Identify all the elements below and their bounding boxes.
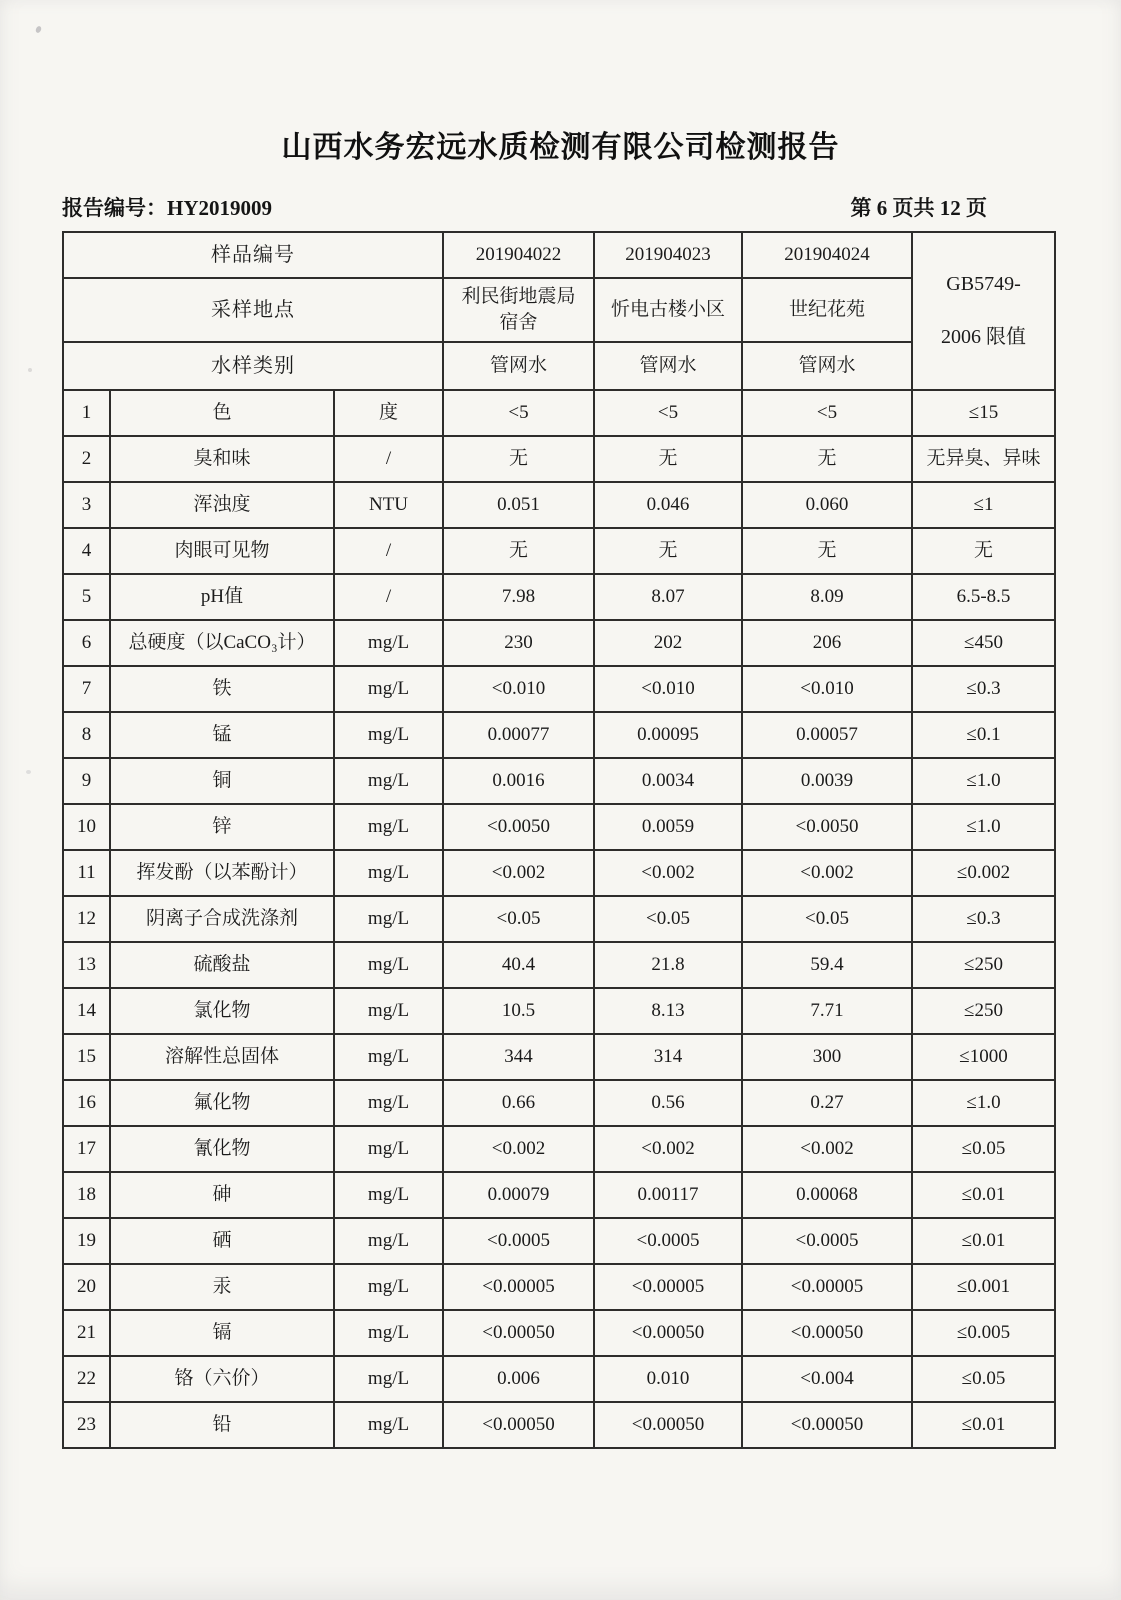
limit-value-cell: ≤0.002	[912, 850, 1055, 896]
sample2-value-cell: 0.56	[594, 1080, 742, 1126]
sample3-value-cell: <0.05	[742, 896, 912, 942]
sample3-value-cell: <0.010	[742, 666, 912, 712]
row-number-cell: 15	[63, 1034, 110, 1080]
unit-cell: mg/L	[334, 804, 443, 850]
unit-cell: /	[334, 528, 443, 574]
unit-cell: mg/L	[334, 1080, 443, 1126]
row-number-cell: 4	[63, 528, 110, 574]
unit-cell: mg/L	[334, 1264, 443, 1310]
unit-cell: mg/L	[334, 1034, 443, 1080]
unit-cell: mg/L	[334, 712, 443, 758]
row-number-cell: 11	[63, 850, 110, 896]
table-header-section	[63, 232, 1055, 390]
limit-value-cell: ≤1	[912, 482, 1055, 528]
unit-cell: mg/L	[334, 1402, 443, 1448]
sample2-value-cell: 0.00095	[594, 712, 742, 758]
report-number	[62, 192, 272, 222]
water-type-cell: 管网水	[742, 342, 912, 390]
sample1-value-cell: 0.051	[443, 482, 594, 528]
table-row	[63, 620, 1055, 666]
sample3-value-cell: 0.00057	[742, 712, 912, 758]
sample3-value-cell: 8.09	[742, 574, 912, 620]
sample1-value-cell: <0.05	[443, 896, 594, 942]
parameter-name-cell: 硒	[110, 1218, 334, 1264]
parameter-name-cell: 总硬度（以CaCO₃计）	[110, 620, 334, 666]
sample3-value-cell: <0.002	[742, 850, 912, 896]
limit-value-cell: 无	[912, 528, 1055, 574]
parameter-name-cell: 锌	[110, 804, 334, 850]
report-number-value: HY2019009	[167, 196, 272, 220]
header-row-sample-id	[63, 232, 1055, 278]
row-number-cell: 20	[63, 1264, 110, 1310]
row-number-cell: 16	[63, 1080, 110, 1126]
parameter-name-cell: 挥发酚（以苯酚计）	[110, 850, 334, 896]
table-row	[63, 1310, 1055, 1356]
parameter-name-cell: 汞	[110, 1264, 334, 1310]
sample3-value-cell: <0.004	[742, 1356, 912, 1402]
parameter-name-cell: 铬（六价）	[110, 1356, 334, 1402]
limit-value-cell: ≤0.3	[912, 896, 1055, 942]
parameter-name-cell: 肉眼可见物	[110, 528, 334, 574]
sample-id-label-cell: 样品编号	[63, 232, 443, 278]
sample3-value-cell: 59.4	[742, 942, 912, 988]
page-indicator: 第 6 页共 12 页	[850, 196, 987, 220]
sample1-value-cell: 344	[443, 1034, 594, 1080]
report-meta-row	[62, 192, 987, 222]
unit-cell: mg/L	[334, 988, 443, 1034]
location-cell	[443, 278, 594, 342]
table-row	[63, 390, 1055, 436]
water-type-label-cell: 水样类别	[63, 342, 443, 390]
table-row	[63, 436, 1055, 482]
parameter-name-cell: 铁	[110, 666, 334, 712]
header-row-location	[63, 278, 1055, 342]
scan-speck	[28, 368, 32, 372]
sample3-value-cell: <0.0050	[742, 804, 912, 850]
sample3-value-cell: 7.71	[742, 988, 912, 1034]
unit-cell: mg/L	[334, 1126, 443, 1172]
sample1-value-cell: <0.002	[443, 1126, 594, 1172]
sample2-value-cell: <0.00050	[594, 1310, 742, 1356]
limit-value-cell: ≤0.005	[912, 1310, 1055, 1356]
parameter-name-cell: 臭和味	[110, 436, 334, 482]
sample1-value-cell: <0.0005	[443, 1218, 594, 1264]
sample2-value-cell: <0.0005	[594, 1218, 742, 1264]
table-row	[63, 1034, 1055, 1080]
limit-value-cell: ≤0.01	[912, 1172, 1055, 1218]
limit-value-cell: ≤1.0	[912, 758, 1055, 804]
row-number-cell: 22	[63, 1356, 110, 1402]
sample3-value-cell: 无	[742, 528, 912, 574]
limit-value-cell: 6.5-8.5	[912, 574, 1055, 620]
sample1-value-cell: 0.006	[443, 1356, 594, 1402]
sample2-value-cell: 0.0034	[594, 758, 742, 804]
row-number-cell: 6	[63, 620, 110, 666]
header-row-water-type	[63, 342, 1055, 390]
table-row	[63, 1172, 1055, 1218]
limit-value-cell: ≤0.01	[912, 1218, 1055, 1264]
parameter-name-cell: 镉	[110, 1310, 334, 1356]
location-text: 忻电古楼小区	[611, 299, 726, 321]
parameter-name-cell: 氰化物	[110, 1126, 334, 1172]
sample3-value-cell: <0.0005	[742, 1218, 912, 1264]
sample2-value-cell: 无	[594, 436, 742, 482]
unit-cell: NTU	[334, 482, 443, 528]
sample2-value-cell: 0.00117	[594, 1172, 742, 1218]
sample1-value-cell: 10.5	[443, 988, 594, 1034]
sample1-value-cell: 40.4	[443, 942, 594, 988]
table-row	[63, 1126, 1055, 1172]
sample2-value-cell: 314	[594, 1034, 742, 1080]
sample1-value-cell: <0.0050	[443, 804, 594, 850]
table-row	[63, 1218, 1055, 1264]
parameter-name-cell: 硫酸盐	[110, 942, 334, 988]
row-number-cell: 8	[63, 712, 110, 758]
parameter-name-cell: 浑浊度	[110, 482, 334, 528]
sample3-value-cell: 206	[742, 620, 912, 666]
sample3-value-cell: <0.00050	[742, 1402, 912, 1448]
sample2-value-cell: <0.00050	[594, 1402, 742, 1448]
parameter-name-cell: 氟化物	[110, 1080, 334, 1126]
sample3-value-cell: 无	[742, 436, 912, 482]
sample3-value-cell: <0.002	[742, 1126, 912, 1172]
limit-value-cell: ≤0.1	[912, 712, 1055, 758]
sample3-value-cell: 300	[742, 1034, 912, 1080]
sample2-value-cell: <0.00005	[594, 1264, 742, 1310]
location-text: 利民街地震局宿舍	[461, 286, 576, 333]
limit-header-stack	[917, 272, 1050, 350]
parameter-name-cell: 阴离子合成洗涤剂	[110, 896, 334, 942]
row-number-cell: 14	[63, 988, 110, 1034]
parameter-name-cell: pH值	[110, 574, 334, 620]
sample2-value-cell: 0.0059	[594, 804, 742, 850]
location-text: 世纪花苑	[789, 299, 866, 321]
table-row	[63, 942, 1055, 988]
limit-value-cell: ≤1.0	[912, 804, 1055, 850]
limit-value-cell: ≤250	[912, 942, 1055, 988]
table-row	[63, 666, 1055, 712]
row-number-cell: 13	[63, 942, 110, 988]
limit-value-cell: ≤0.01	[912, 1402, 1055, 1448]
location-label-cell: 采样地点	[63, 278, 443, 342]
sample1-value-cell: 无	[443, 528, 594, 574]
sample2-value-cell: <0.010	[594, 666, 742, 712]
limit-header-line2: 2006 限值	[941, 326, 1027, 348]
row-number-cell: 23	[63, 1402, 110, 1448]
limit-value-cell: ≤0.001	[912, 1264, 1055, 1310]
unit-cell: mg/L	[334, 620, 443, 666]
row-number-cell: 1	[63, 390, 110, 436]
row-number-cell: 12	[63, 896, 110, 942]
unit-cell: mg/L	[334, 1310, 443, 1356]
location-cell	[742, 278, 912, 342]
parameter-name-cell: 铜	[110, 758, 334, 804]
table-row	[63, 896, 1055, 942]
page-title: 山西水务宏远水质检测有限公司检测报告	[281, 130, 840, 165]
limit-value-cell: ≤15	[912, 390, 1055, 436]
table-row	[63, 528, 1055, 574]
row-number-cell: 10	[63, 804, 110, 850]
row-number-cell: 5	[63, 574, 110, 620]
water-type-cell: 管网水	[594, 342, 742, 390]
sample3-value-cell: <0.00005	[742, 1264, 912, 1310]
limit-value-cell: ≤1.0	[912, 1080, 1055, 1126]
table-row	[63, 482, 1055, 528]
sample1-value-cell: 0.0016	[443, 758, 594, 804]
table-row	[63, 1402, 1055, 1448]
unit-cell: /	[334, 436, 443, 482]
row-number-cell: 21	[63, 1310, 110, 1356]
parameter-name-cell: 溶解性总固体	[110, 1034, 334, 1080]
sample1-value-cell: 0.00079	[443, 1172, 594, 1218]
parameter-name-cell: 铅	[110, 1402, 334, 1448]
sample3-value-cell: 0.0039	[742, 758, 912, 804]
limit-value-cell: ≤250	[912, 988, 1055, 1034]
table-row	[63, 1356, 1055, 1402]
sample3-value-cell: 0.00068	[742, 1172, 912, 1218]
row-number-cell: 18	[63, 1172, 110, 1218]
row-number-cell: 7	[63, 666, 110, 712]
sample3-value-cell: 0.060	[742, 482, 912, 528]
sample3-value-cell: <5	[742, 390, 912, 436]
unit-cell: mg/L	[334, 896, 443, 942]
sample3-value-cell: <0.00050	[742, 1310, 912, 1356]
water-quality-table	[62, 231, 1056, 1449]
water-type-cell: 管网水	[443, 342, 594, 390]
unit-cell: mg/L	[334, 942, 443, 988]
limit-value-cell: ≤0.3	[912, 666, 1055, 712]
sample1-value-cell: 230	[443, 620, 594, 666]
row-number-cell: 3	[63, 482, 110, 528]
unit-cell: mg/L	[334, 1218, 443, 1264]
table-row	[63, 1264, 1055, 1310]
unit-cell: mg/L	[334, 850, 443, 896]
limit-column-header-cell	[912, 232, 1055, 390]
unit-cell: mg/L	[334, 758, 443, 804]
table-row	[63, 850, 1055, 896]
sample1-value-cell: 7.98	[443, 574, 594, 620]
limit-header-line1: GB5749-	[946, 273, 1021, 295]
parameter-name-cell: 砷	[110, 1172, 334, 1218]
sample-id-cell: 201904024	[742, 232, 912, 278]
sample-id-cell: 201904022	[443, 232, 594, 278]
sample1-value-cell: <0.00050	[443, 1310, 594, 1356]
sample2-value-cell: 8.13	[594, 988, 742, 1034]
sample1-value-cell: 无	[443, 436, 594, 482]
sample2-value-cell: 无	[594, 528, 742, 574]
limit-value-cell: ≤0.05	[912, 1126, 1055, 1172]
sample1-value-cell: <0.010	[443, 666, 594, 712]
sample1-value-cell: 0.66	[443, 1080, 594, 1126]
sample2-value-cell: 21.8	[594, 942, 742, 988]
limit-value-cell: ≤450	[912, 620, 1055, 666]
table-row	[63, 712, 1055, 758]
table-row	[63, 804, 1055, 850]
sample2-value-cell: <0.05	[594, 896, 742, 942]
table-row	[63, 988, 1055, 1034]
row-number-cell: 2	[63, 436, 110, 482]
location-cell	[594, 278, 742, 342]
row-number-cell: 9	[63, 758, 110, 804]
report-number-label: 报告编号：	[62, 196, 167, 220]
parameter-name-cell: 锰	[110, 712, 334, 758]
limit-value-cell: ≤1000	[912, 1034, 1055, 1080]
sample2-value-cell: 202	[594, 620, 742, 666]
table-row	[63, 574, 1055, 620]
limit-value-cell: 无异臭、异味	[912, 436, 1055, 482]
sample1-value-cell: <0.00050	[443, 1402, 594, 1448]
sample2-value-cell: 8.07	[594, 574, 742, 620]
sample1-value-cell: 0.00077	[443, 712, 594, 758]
sample1-value-cell: <0.002	[443, 850, 594, 896]
scan-speck	[26, 770, 31, 774]
sample2-value-cell: 0.046	[594, 482, 742, 528]
limit-value-cell: ≤0.05	[912, 1356, 1055, 1402]
unit-cell: /	[334, 574, 443, 620]
table-row	[63, 1080, 1055, 1126]
sample2-value-cell: <5	[594, 390, 742, 436]
unit-cell: 度	[334, 390, 443, 436]
parameter-name-cell: 色	[110, 390, 334, 436]
unit-cell: mg/L	[334, 666, 443, 712]
sample-id-cell: 201904023	[594, 232, 742, 278]
sample2-value-cell: 0.010	[594, 1356, 742, 1402]
scan-speck	[35, 25, 42, 33]
results-tbody	[63, 390, 1055, 1448]
row-number-cell: 19	[63, 1218, 110, 1264]
sample2-value-cell: <0.002	[594, 850, 742, 896]
sample3-value-cell: 0.27	[742, 1080, 912, 1126]
parameter-name-cell: 氯化物	[110, 988, 334, 1034]
unit-cell: mg/L	[334, 1172, 443, 1218]
sample2-value-cell: <0.002	[594, 1126, 742, 1172]
table-row	[63, 758, 1055, 804]
sample1-value-cell: <0.00005	[443, 1264, 594, 1310]
row-number-cell: 17	[63, 1126, 110, 1172]
unit-cell: mg/L	[334, 1356, 443, 1402]
sample1-value-cell: <5	[443, 390, 594, 436]
